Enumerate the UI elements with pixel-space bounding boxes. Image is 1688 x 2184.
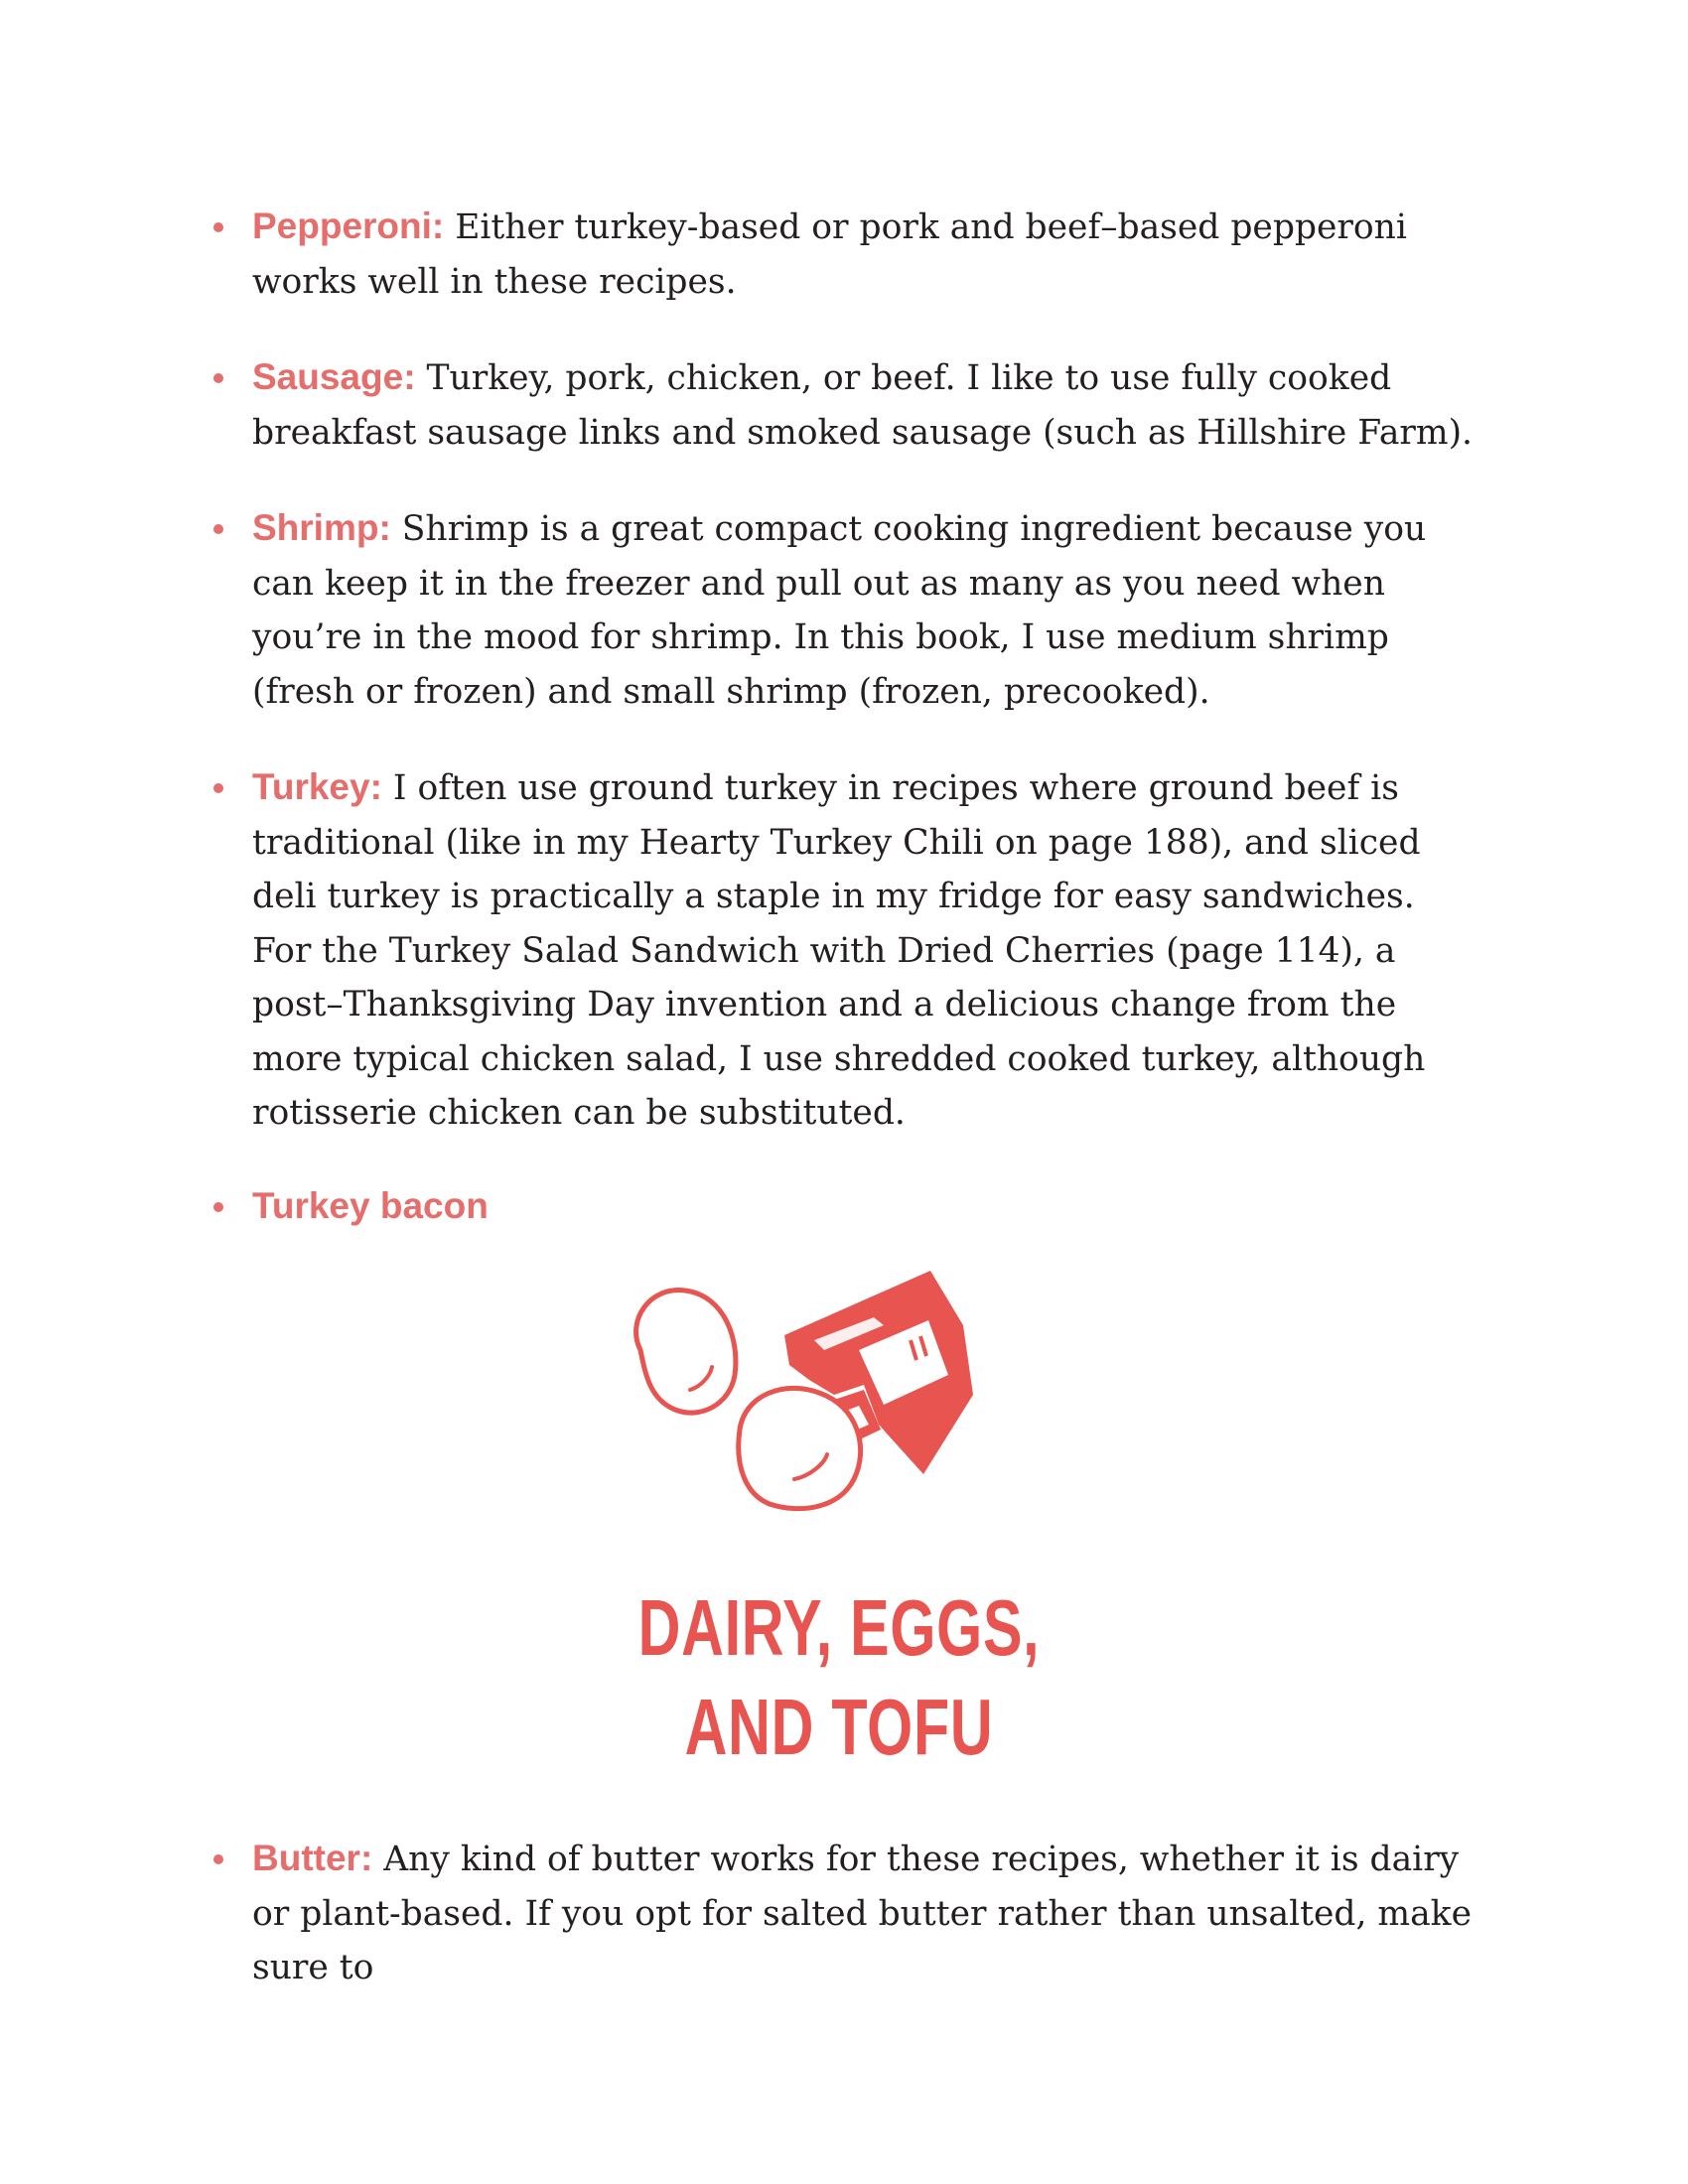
bullet-dot (213, 373, 223, 383)
item-text: Either turkey-based or pork and beef–based pepperoni works well in these recipes. (252, 207, 1407, 302)
list-item-turkey-bacon (252, 1179, 1479, 1235)
item-text: I often use ground turkey in recipes where ground beef is traditional (like in my Hearty Turkey Chili on page 188), and sliced deli turkey is practically a staple in my fridge for easy sandwiches. For the Turkey Salad Sandwich with Dried Cherries (page 114), a post–Thanksgiving Day invention and a delicious change from the more typical chicken salad, I use shredded cooked turkey, although rotisserie chicken can be substituted. (252, 768, 1426, 1133)
item-term: Turkey bacon (252, 1185, 489, 1226)
bullet-dot (213, 783, 223, 793)
item-term: Sausage: (252, 356, 416, 397)
list-item-pepperoni (252, 200, 1479, 309)
item-term: Turkey: (252, 766, 382, 807)
item-term: Pepperoni: (252, 205, 445, 246)
section-heading (615, 1578, 1062, 1777)
list-item-shrimp (252, 501, 1479, 719)
section-heading-line1: DAIRY, EGGS, (637, 1583, 1041, 1672)
item-text: Turkey, pork, chicken, or beef. I like to use fully cooked breakfast sausage links and smoked sausage (such as Hillshire Farm). (252, 358, 1474, 453)
bullet-dot (213, 1854, 223, 1864)
list-item-turkey (252, 760, 1479, 1141)
item-term: Butter: (252, 1838, 373, 1878)
item-term: Shrimp: (252, 507, 391, 548)
bullet-dot (213, 1202, 223, 1212)
item-text: Any kind of butter works for these recipes, whether it is dairy or plant-based. If you opt for salted butter rather than unsalted, make sure to (252, 1840, 1473, 1987)
list-item-butter (252, 1832, 1479, 1995)
item-text: Shrimp is a great compact cooking ingredient because you can keep it in the freezer and pull out as many as you need when you’re in the mood for shrimp. In this book, I use medium shrimp (fresh or frozen) and small shrimp (frozen, precooked). (252, 509, 1427, 712)
section-heading-line2: AND TOFU (684, 1683, 994, 1771)
list-item-sausage (252, 350, 1479, 460)
bullet-dot (213, 222, 223, 232)
bullet-dot (213, 524, 223, 534)
eggs-and-milk-carton-icon (621, 1266, 1067, 1564)
